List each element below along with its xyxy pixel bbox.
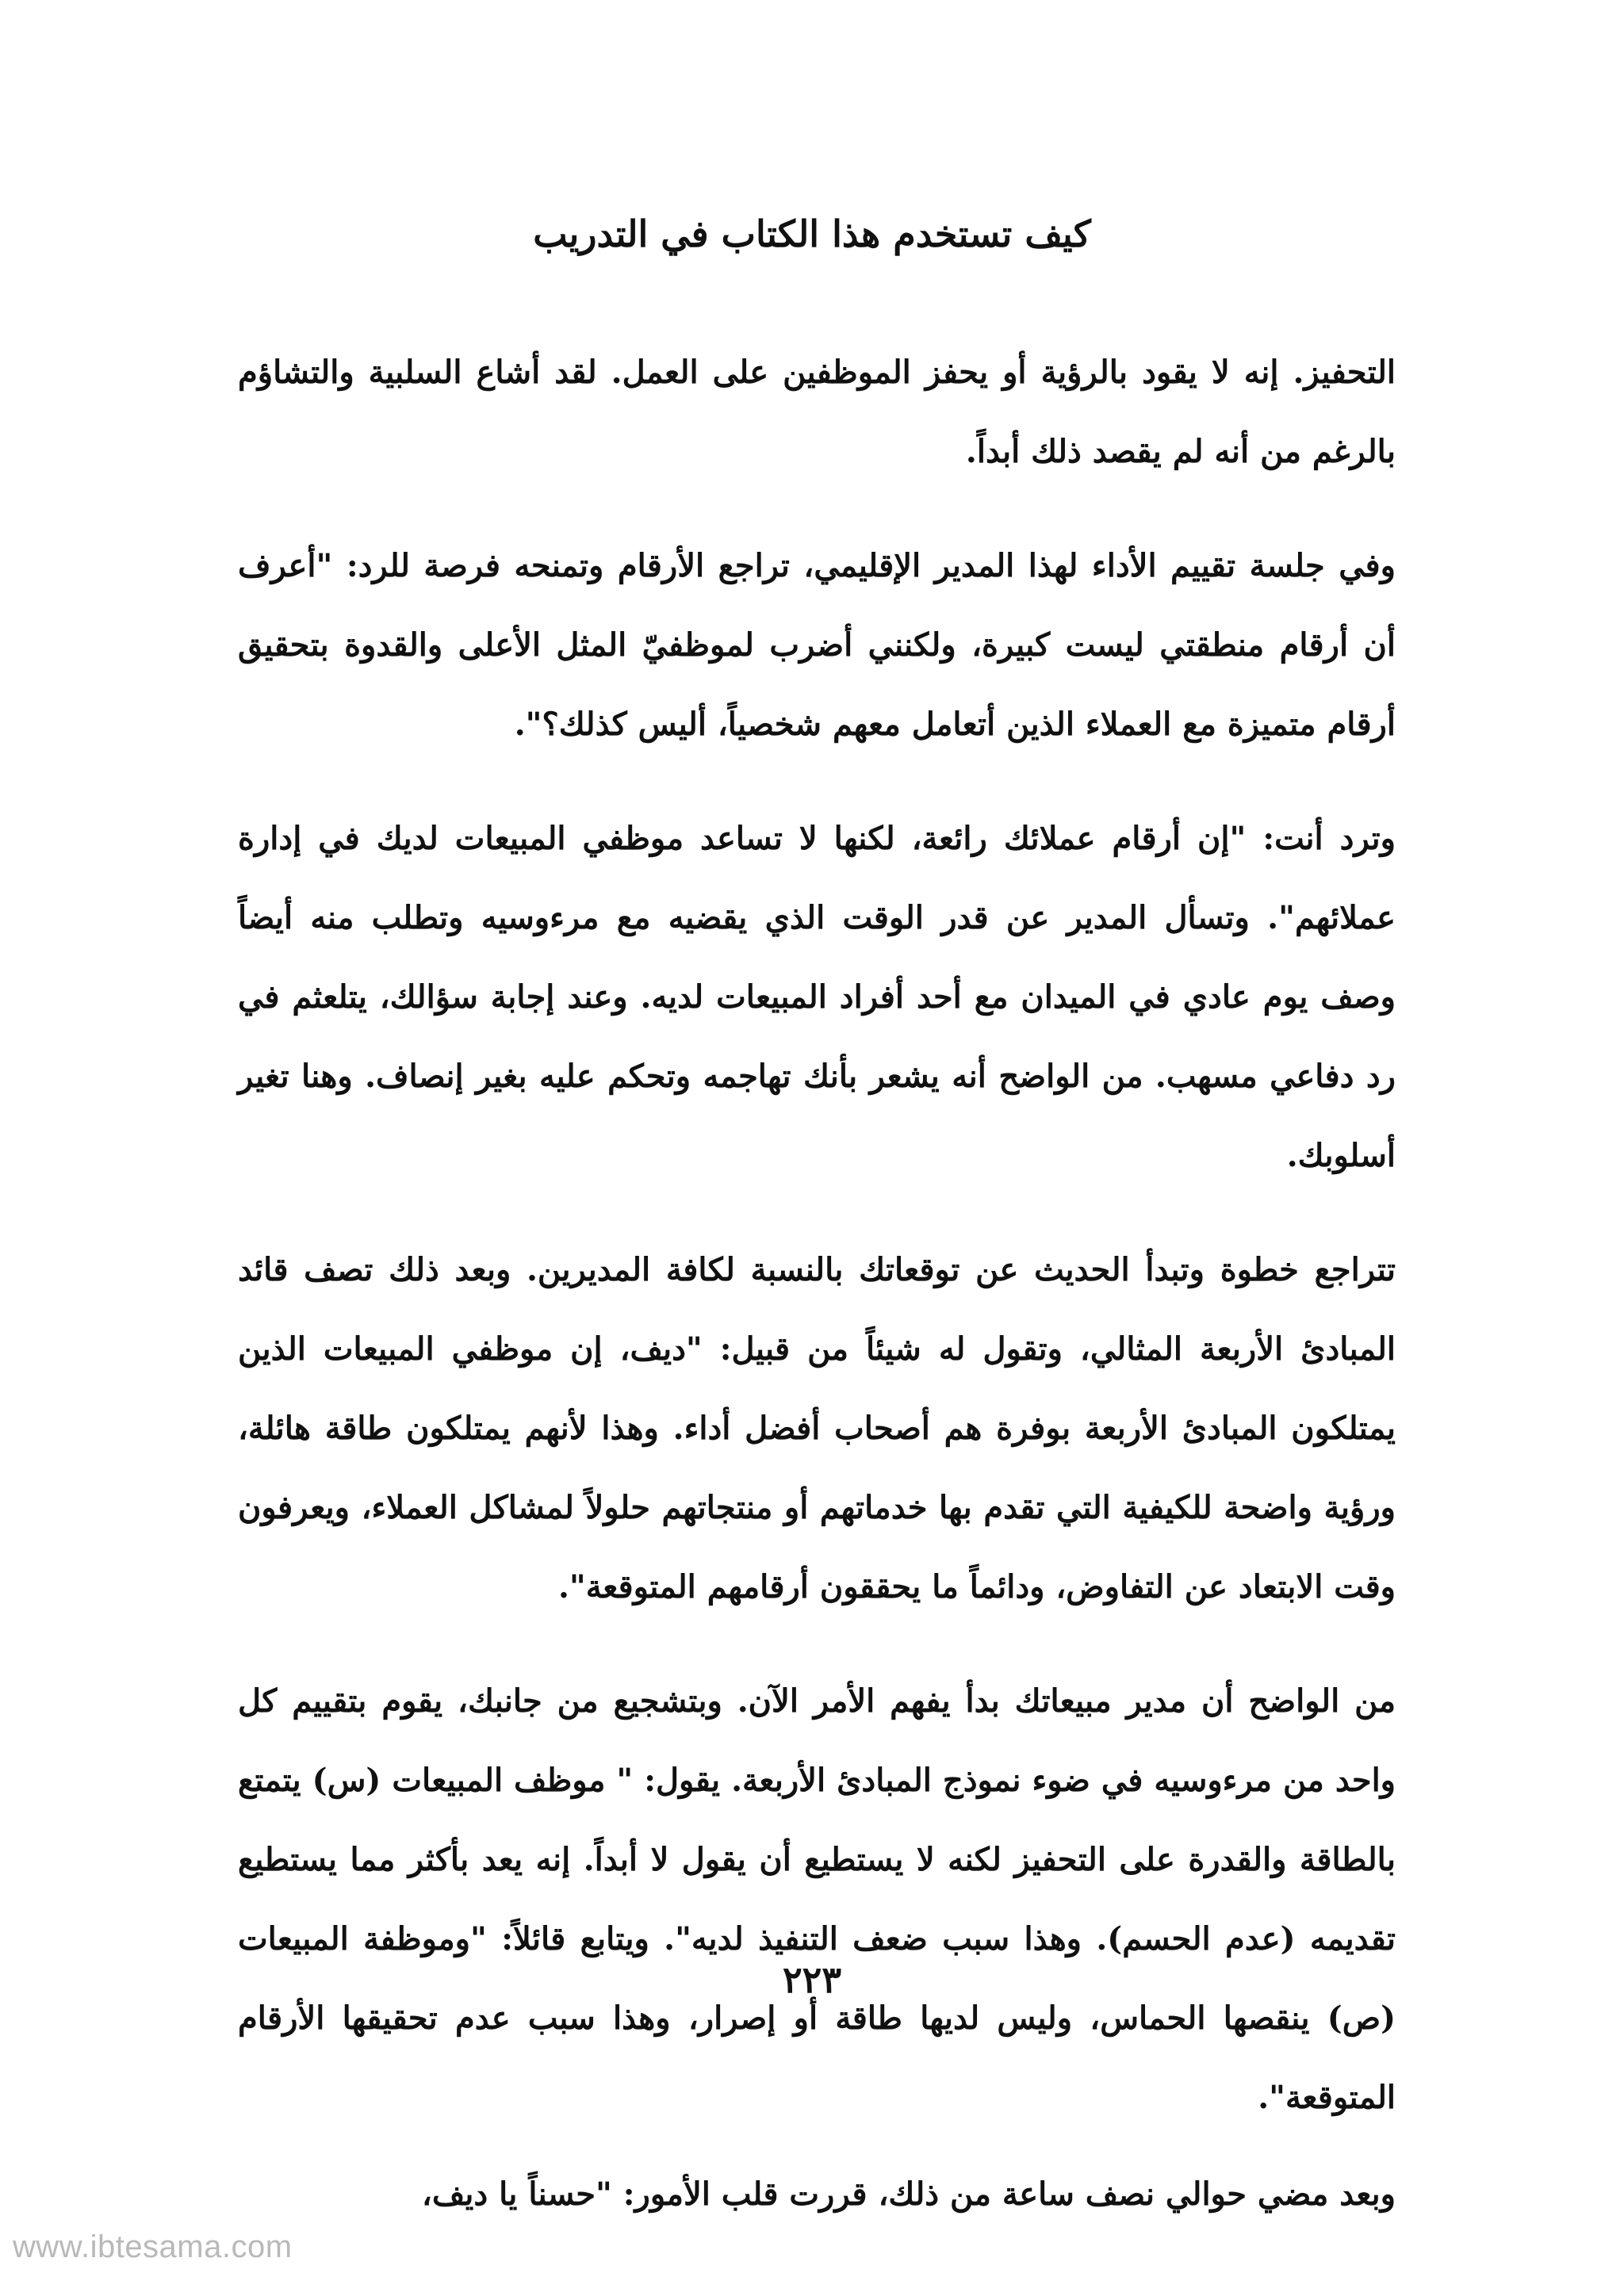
paragraph: وترد أنت: "إن أرقام عملائك رائعة، لكنها لا تساعد موظفي المبيعات لديك في إدارة عملائهم". وتسأل المدير عن قدر الوقت الذي يقضيه مع مرءوسيه وتطلب منه أيضاً وصف يوم عادي في الميدان مع أحد أفراد المبيعات لديه. وعند إجابة سؤالك، يتلعثم في رد دفاعي مسهب. من الواضح أنه يشعر بأنك تهاجمه وتحكم عليه بغير إنصاف. وهنا تغير أسلوبك.: [238, 820, 1396, 1174]
running-header: كيف تستخدم هذا الكتاب في التدريب: [533, 212, 1091, 255]
page-number: ٢٢٣: [782, 1958, 842, 2001]
paragraph: تتراجع خطوة وتبدأ الحديث عن توقعاتك بالنسبة لكافة المديرين. وبعد ذلك تصف قائد المبادئ الأربعة المثالي، وتقول له شيئاً من قبيل: "ديف، إن موظفي المبيعات الذين يمتلكون المبادئ الأربعة بوفرة هم أصحاب أفضل أداء. وهذا لأنهم يمتلكون طاقة هائلة، ورؤية واضحة للكيفية التي تقدم بها خدماتهم أو منتجاتهم حلولاً لمشاكل العملاء، ويعرفون وقت الابتعاد عن التفاوض، ودائماً ما يحققون أرقامهم المتوقعة".: [238, 1251, 1396, 1605]
paragraph: من الواضح أن مدير مبيعاتك بدأ يفهم الأمر الآن. وبتشجيع من جانبك، يقوم بتقييم كل واحد من مرءوسيه في ضوء نموذج المبادئ الأربعة. يقول: " موظف المبيعات (س) يتمتع بالطاقة والقدرة على التحفيز لكنه لا يستطيع أن يقول لا أبداً. إنه يعد بأكثر مما يستطيع تقديمه (عدم الحسم). وهذا سبب ضعف التنفيذ لديه". ويتابع قائلاً: "وموظفة المبيعات (ص) ينقصها الحماس، وليس لديها طاقة أو إصرار، وهذا سبب عدم تحقيقها الأرقام المتوقعة".: [238, 1682, 1396, 2116]
paragraph: وبعد مضي حوالي نصف ساعة من ذلك، قررت قلب الأمور: "حسناً يا ديف،: [421, 2175, 1396, 2213]
watermark-text: www.ibtesama.com: [13, 2229, 293, 2264]
paragraph: التحفيز. إنه لا يقود بالرؤية أو يحفز الموظفين على العمل. لقد أشاع السلبية والتشاؤم بالرغم من أنه لم يقصد ذلك أبداً.: [238, 354, 1396, 470]
paragraph: وفي جلسة تقييم الأداء لهذا المدير الإقليمي، تراجع الأرقام وتمنحه فرصة للرد: "أعرف أن أرقام منطقتي ليست كبيرة، ولكنني أضرب لموظفيّ المثل الأعلى والقدوة بتحقيق أرقام متميزة مع العملاء الذين أتعامل معهم شخصياً، أليس كذلك؟".: [238, 547, 1396, 743]
body-text: [238, 333, 1396, 2234]
